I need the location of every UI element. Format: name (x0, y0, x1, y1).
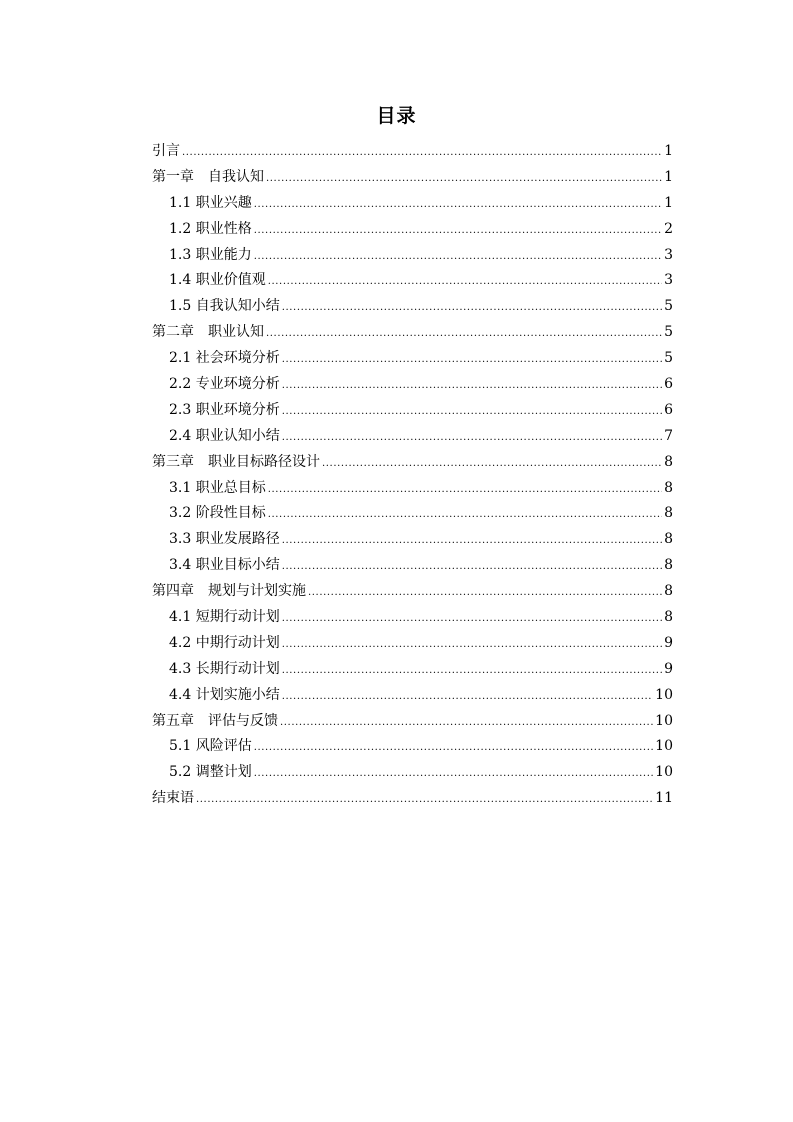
toc-page-number: 6 (664, 376, 673, 393)
toc-entry-label: 职业环境分析 (195, 401, 280, 418)
toc-section-entry[interactable] (152, 294, 673, 320)
toc-page-number: 9 (664, 660, 673, 677)
toc-entry-number: 2.3 (169, 401, 192, 418)
toc-section-entry[interactable] (152, 553, 673, 579)
toc-entry-label: 职业认知 (208, 324, 264, 341)
dot-leader (282, 684, 653, 710)
toc-section-entry[interactable] (152, 605, 673, 631)
toc-section-entry[interactable] (152, 760, 673, 786)
toc-page-number: 11 (655, 790, 673, 807)
toc-entry-label: 风险评估 (195, 738, 252, 755)
toc-entry-label: 职业目标小结 (195, 557, 280, 574)
toc-page-number: 10 (655, 712, 673, 729)
dot-leader (282, 658, 662, 684)
toc-page-number: 8 (664, 505, 673, 522)
toc-entry-label: 阶段性目标 (195, 505, 266, 522)
toc-page-number: 2 (664, 220, 673, 237)
toc-entry-label: 短期行动计划 (195, 609, 280, 626)
toc-entry-number: 第四章 (152, 583, 194, 600)
toc-section-entry[interactable] (152, 657, 673, 683)
dot-leader (282, 373, 662, 399)
dot-leader (268, 477, 662, 503)
toc-entry-label: 中期行动计划 (195, 634, 280, 651)
toc-section-entry[interactable] (152, 527, 673, 553)
toc-entry-number: 第二章 (152, 324, 194, 341)
toc-entry-number: 第三章 (152, 453, 194, 470)
toc-page-number: 6 (664, 401, 673, 418)
toc-page-number: 3 (664, 246, 673, 263)
page-title: 目录 (376, 105, 417, 127)
dot-leader (322, 451, 662, 477)
dot-leader (282, 347, 662, 373)
toc-page-number: 1 (664, 143, 673, 159)
toc-page-number: 5 (664, 350, 673, 367)
toc-section-entry[interactable] (152, 268, 673, 294)
dot-leader (282, 425, 662, 451)
toc-page-number: 5 (664, 324, 673, 341)
dot-leader (254, 244, 662, 270)
toc-entry-number: 2.1 (169, 350, 192, 367)
dot-leader (268, 502, 662, 528)
toc-section-entry[interactable] (152, 191, 673, 217)
toc-entry-number: 1.1 (169, 194, 192, 211)
toc-entry-number: 4.4 (169, 686, 192, 703)
toc-entry-number: 3.2 (169, 505, 192, 522)
dot-leader (254, 761, 653, 787)
toc-entry-number: 4.1 (169, 609, 192, 626)
toc-entry-label: 结束语 (152, 790, 194, 807)
toc-section-entry[interactable] (152, 243, 673, 269)
dot-leader (266, 166, 662, 192)
toc-entry-label: 长期行动计划 (195, 660, 280, 677)
toc-page-number: 8 (664, 531, 673, 548)
toc-entry-number: 4.2 (169, 634, 192, 651)
toc-page-number: 8 (664, 479, 673, 496)
toc-entry-label: 职业总目标 (195, 479, 266, 496)
toc-entry-label: 职业认知小结 (195, 427, 280, 444)
toc-entry-label: 职业价值观 (195, 272, 266, 289)
toc-entry-number: 第五章 (152, 712, 194, 729)
toc-entry-number: 1.3 (169, 246, 192, 263)
toc-entry-label: 计划实施小结 (195, 686, 280, 703)
toc-entry-label: 社会环境分析 (195, 350, 280, 367)
toc-page-number: 8 (664, 609, 673, 626)
toc-chapter-entry[interactable] (152, 579, 673, 605)
toc-entry-number: 3.4 (169, 557, 192, 574)
dot-leader (182, 140, 662, 166)
dot-leader (196, 787, 653, 813)
toc-page-number: 10 (655, 738, 673, 755)
toc-chapter-entry[interactable] (152, 165, 673, 191)
toc-entry-label: 调整计划 (195, 764, 252, 781)
toc-page-number: 1 (664, 194, 673, 211)
toc-entry-number: 1.5 (169, 298, 192, 315)
toc-page-number: 7 (664, 427, 673, 444)
dot-leader (254, 735, 653, 761)
dot-leader (254, 192, 662, 218)
toc-chapter-entry[interactable] (152, 786, 673, 812)
toc-entry-label: 自我认知小结 (195, 298, 280, 315)
dot-leader (282, 632, 662, 658)
toc-page-number: 8 (664, 583, 673, 600)
toc-entry-number: 2.4 (169, 427, 192, 444)
toc-entry-label: 自我认知 (208, 168, 264, 185)
toc-entry-label: 职业目标路径设计 (208, 453, 320, 470)
dot-leader (282, 399, 662, 425)
toc-section-entry[interactable] (152, 734, 673, 760)
dot-leader (282, 528, 662, 554)
table-of-contents (152, 139, 673, 812)
toc-entry-number: 5.1 (169, 738, 192, 755)
toc-page-number: 3 (664, 272, 673, 289)
toc-entry-label: 引言 (152, 143, 180, 159)
toc-entry-number: 5.2 (169, 764, 192, 781)
toc-page-number: 8 (664, 453, 673, 470)
toc-entry-number: 2.2 (169, 376, 192, 393)
toc-chapter-entry[interactable] (152, 139, 673, 165)
toc-entry-number: 4.3 (169, 660, 192, 677)
dot-leader (254, 218, 662, 244)
toc-chapter-entry[interactable] (152, 709, 673, 735)
toc-page-number: 10 (655, 686, 673, 703)
toc-page-number: 9 (664, 634, 673, 651)
toc-entry-label: 职业兴趣 (195, 194, 252, 211)
dot-leader (268, 269, 662, 295)
toc-entry-number: 3.1 (169, 479, 192, 496)
toc-section-entry[interactable] (152, 683, 673, 709)
dot-leader (280, 710, 653, 736)
toc-entry-number: 3.3 (169, 531, 192, 548)
toc-entry-label: 职业性格 (195, 220, 252, 237)
dot-leader (266, 321, 662, 347)
dot-leader (282, 554, 662, 580)
toc-section-entry[interactable] (152, 372, 673, 398)
toc-entry-label: 职业发展路径 (195, 531, 280, 548)
toc-section-entry[interactable] (152, 476, 673, 502)
toc-page-number: 1 (664, 168, 673, 185)
toc-page-number: 5 (664, 298, 673, 315)
toc-section-entry[interactable] (152, 501, 673, 527)
toc-entry-label: 评估与反馈 (208, 712, 278, 729)
dot-leader (282, 606, 662, 632)
toc-entry-number: 第一章 (152, 168, 194, 185)
toc-entry-label: 规划与计划实施 (208, 583, 306, 600)
toc-section-entry[interactable] (152, 398, 673, 424)
toc-section-entry[interactable] (152, 631, 673, 657)
toc-section-entry[interactable] (152, 424, 673, 450)
toc-entry-label: 职业能力 (195, 246, 252, 263)
toc-entry-label: 专业环境分析 (195, 376, 280, 393)
dot-leader (308, 580, 662, 606)
toc-page-number: 10 (655, 764, 673, 781)
toc-chapter-entry[interactable] (152, 450, 673, 476)
dot-leader (282, 295, 662, 321)
toc-chapter-entry[interactable] (152, 320, 673, 346)
toc-section-entry[interactable] (152, 217, 673, 243)
toc-section-entry[interactable] (152, 346, 673, 372)
toc-entry-number: 1.2 (169, 220, 192, 237)
toc-entry-number: 1.4 (169, 272, 192, 289)
toc-page-number: 8 (664, 557, 673, 574)
